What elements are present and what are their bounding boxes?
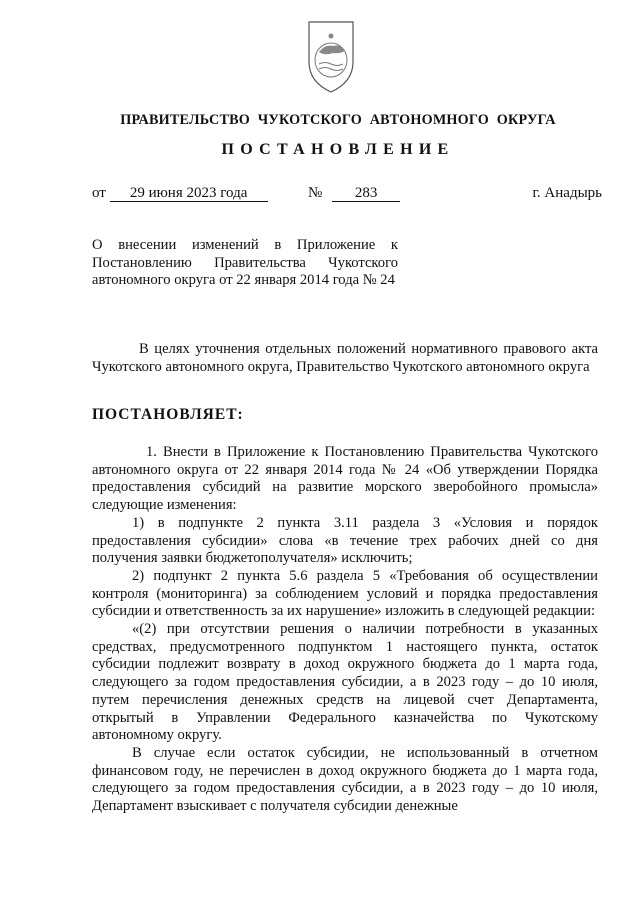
emblem-star	[329, 34, 334, 39]
coat-of-arms-emblem	[303, 18, 359, 96]
document-body	[92, 444, 598, 816]
emblem-bear	[319, 46, 345, 55]
body-paragraph: В случае если остаток субсидии, не использованный в отчетном финансовом году, не перечислен в доход окружного бюджета до 1 марта года, следующего за годом предоставления субсидии, а в 2023 году – до 10 июля, Департамент взыскивает с получателя субсидии денежные	[92, 744, 598, 815]
number-block	[308, 185, 400, 202]
preamble-paragraph: В целях уточнения отдельных положений нормативного правового акта Чукотского автономного округа, Правительство Чукотского автономного округа	[92, 341, 598, 375]
body-paragraph: 2) подпункт 2 пункта 5.6 раздела 5 «Требования об осуществлении контроля (мониторинга) за соблюдением условий и порядка предоставления субсидии и ответственность за их нарушение» изложить в следующей редакции:	[92, 567, 598, 620]
government-title: ПРАВИТЕЛЬСТВО ЧУКОТСКОГО АВТОНОМНОГО ОКРУГА	[120, 112, 556, 128]
date-block	[92, 185, 268, 202]
date-value: 29 июня 2023 года	[110, 185, 268, 202]
document-type-heading: ПОСТАНОВЛЕНИЕ	[221, 141, 455, 158]
resolves-heading: ПОСТАНОВЛЯЕТ:	[92, 406, 244, 423]
body-paragraph: «(2) при отсутствии решения о наличии потребности в указанных средствах, предусмотренного подпунктом 1 настоящего пункта, остаток субсидии подлежит возврату в доход окружного бюджета до 1 марта года, следующего за годом предоставления субсидии, а в 2023 году – до 10 июля, путем перечисления денежных средств на лицевой счет Департамента, открытый в Управлении Федерального казначейства по Чукотскому автономному округу.	[92, 621, 598, 744]
body-paragraph: 1) в подпункте 2 пункта 3.11 раздела 3 «Условия и порядок предоставления субсидии» слова «в течение трех рабочих дней со дня получения заявки бюджетополучателя» исключить;	[92, 514, 598, 567]
subject-heading: О внесении изменений в Приложение к Постановлению Правительства Чукотского автономного округа от 22 января 2014 года № 24	[92, 237, 398, 289]
body-paragraph: 1. Внести в Приложение к Постановлению Правительства Чукотского автономного округа от 22 января 2014 года № 24 «Об утверждении Порядка предоставления субсидий на развитие морского зверобойного промысла» следующие изменения:	[92, 444, 598, 514]
date-prefix: от	[92, 185, 106, 201]
emblem-waves	[319, 63, 343, 71]
number-value: 283	[332, 185, 400, 202]
city-label: г. Анадырь	[532, 185, 602, 201]
number-prefix: №	[308, 185, 323, 201]
